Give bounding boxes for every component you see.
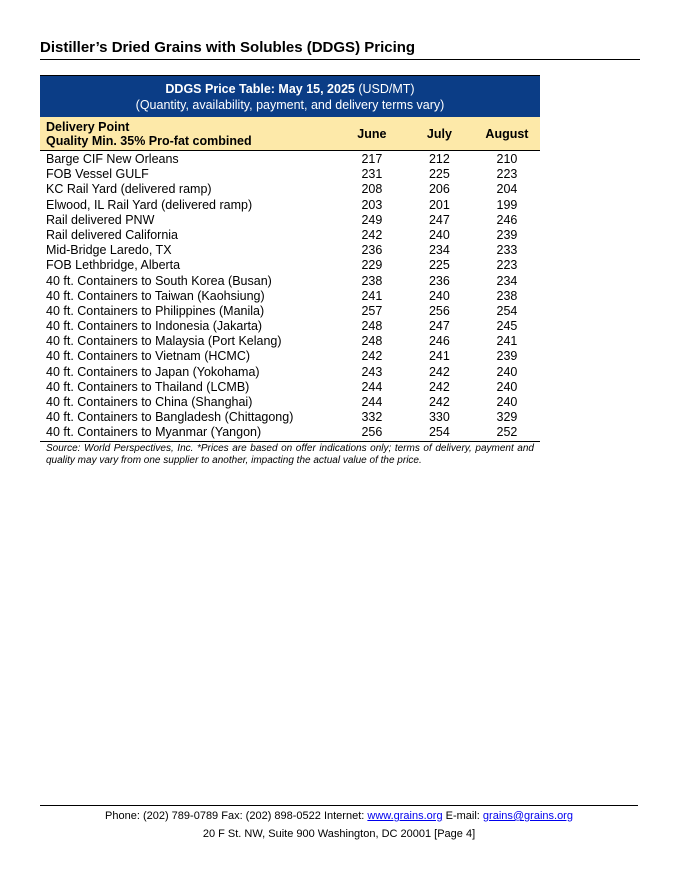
- august-price-cell: 223: [496, 258, 518, 273]
- delivery-point-cell: 40 ft. Containers to Japan (Yokohama): [46, 364, 260, 379]
- delivery-point-cell: 40 ft. Containers to Indonesia (Jakarta): [46, 319, 263, 334]
- table-title: DDGS Price Table: May 15, 2025: [165, 82, 355, 96]
- footer-address: 20 F St. NW, Suite 900 Washington, DC 20001 [Page 4]: [202, 828, 476, 840]
- august-price-cell: 239: [496, 349, 518, 364]
- table-row: [40, 228, 540, 243]
- delivery-point-cell: 40 ft. Containers to Malaysia (Port Kelang): [46, 334, 282, 349]
- june-price-cell: 203: [361, 197, 383, 212]
- july-price-cell: 242: [428, 395, 450, 409]
- june-price-cell: 231: [361, 167, 383, 182]
- july-price-cell: 241: [428, 349, 450, 364]
- june-price-cell: 238: [361, 273, 383, 288]
- july-price-cell: 242: [428, 379, 450, 394]
- footer-contact-line: [40, 810, 638, 823]
- july-price-cell: 254: [428, 425, 450, 440]
- delivery-point-cell: Rail delivered PNW: [46, 212, 155, 227]
- table-row: [40, 395, 540, 410]
- delivery-point-cell: Mid-Bridge Laredo, TX: [46, 243, 172, 258]
- delivery-point-cell: 40 ft. Containers to Vietnam (HCMC): [46, 349, 251, 364]
- july-price-cell: 234: [428, 243, 450, 258]
- table-row: [40, 274, 540, 289]
- july-price-cell: 206: [428, 182, 450, 197]
- table-row: [40, 243, 540, 258]
- table-row: [40, 425, 540, 440]
- month-header-august: August: [485, 126, 529, 141]
- august-price-cell: 199: [496, 197, 518, 212]
- june-price-cell: 229: [361, 258, 383, 273]
- august-price-cell: 240: [496, 364, 518, 379]
- july-price-cell: 225: [428, 167, 450, 182]
- table-row: [40, 167, 540, 182]
- page-title: Distiller’s Dried Grains with Solubles (DDGS) Pricing: [40, 39, 640, 60]
- email-link[interactable]: grains@grains.org: [482, 810, 573, 822]
- july-price-cell: 256: [428, 303, 450, 318]
- june-price-cell: 249: [361, 212, 383, 227]
- table-row: [40, 213, 540, 228]
- delivery-point-cell: FOB Vessel GULF: [46, 167, 149, 182]
- august-price-cell: 329: [496, 410, 518, 425]
- table-row: [40, 304, 540, 319]
- footer-phone: Phone: (202) 789-0789 Fax: (202) 898-0522 Internet:: [105, 810, 368, 822]
- delivery-point-cell: FOB Lethbridge, Alberta: [46, 258, 181, 273]
- table-subtitle: (Quantity, availability, payment, and delivery terms vary): [135, 98, 445, 112]
- delivery-point-cell: 40 ft. Containers to Philippines (Manila): [46, 303, 265, 318]
- august-price-cell: 234: [496, 273, 518, 288]
- delivery-point-cell: Elwood, IL Rail Yard (delivered ramp): [46, 197, 253, 212]
- page-footer: [40, 805, 638, 841]
- delivery-point-cell: Barge CIF New Orleans: [46, 152, 179, 166]
- june-price-cell: 243: [361, 364, 383, 379]
- august-price-cell: 245: [496, 319, 518, 334]
- august-price-cell: 223: [496, 167, 518, 182]
- july-price-cell: 240: [428, 227, 450, 242]
- table-row: [40, 319, 540, 334]
- july-price-cell: 225: [428, 258, 450, 273]
- june-price-cell: 248: [361, 334, 383, 349]
- table-body: [40, 151, 540, 441]
- august-price-cell: 252: [496, 425, 518, 440]
- june-price-cell: 242: [361, 349, 383, 364]
- july-price-cell: 246: [428, 334, 450, 349]
- august-price-cell: 204: [496, 182, 518, 197]
- table-row: [40, 182, 540, 197]
- table-row: [40, 258, 540, 273]
- june-price-cell: 242: [361, 227, 383, 242]
- july-price-cell: 212: [428, 152, 450, 166]
- june-price-cell: 248: [361, 319, 383, 334]
- ddgs-price-table: [40, 75, 540, 468]
- delivery-point-cell: 40 ft. Containers to Taiwan (Kaohsiung): [46, 288, 265, 303]
- july-price-cell: 330: [428, 410, 450, 425]
- table-row: [40, 349, 540, 364]
- july-price-cell: 240: [428, 288, 450, 303]
- month-header-july: July: [426, 126, 452, 141]
- website-link[interactable]: www.grains.org: [367, 810, 443, 822]
- column-header-row: [40, 117, 540, 151]
- quality-label: Quality Min. 35% Pro-fat combined: [46, 133, 252, 148]
- june-price-cell: 244: [361, 395, 383, 409]
- delivery-point-cell: 40 ft. Containers to Myanmar (Yangon): [46, 425, 262, 440]
- delivery-point-header: [40, 120, 339, 148]
- june-price-cell: 208: [361, 182, 383, 197]
- delivery-point-cell: KC Rail Yard (delivered ramp): [46, 182, 212, 197]
- delivery-point-cell: 40 ft. Containers to South Korea (Busan): [46, 273, 272, 288]
- june-price-cell: 256: [361, 425, 383, 440]
- june-price-cell: 332: [361, 410, 383, 425]
- delivery-point-cell: 40 ft. Containers to Bangladesh (Chittagong): [46, 410, 294, 425]
- august-price-cell: 238: [496, 288, 518, 303]
- table-header: [40, 75, 540, 117]
- august-price-cell: 210: [496, 152, 518, 166]
- july-price-cell: 247: [428, 319, 450, 334]
- table-row: [40, 334, 540, 349]
- june-price-cell: 244: [361, 379, 383, 394]
- month-header-june: June: [357, 126, 387, 141]
- table-row: [40, 198, 540, 213]
- july-price-cell: 242: [428, 364, 450, 379]
- august-price-cell: 241: [496, 334, 518, 349]
- source-note: Source: World Perspectives, Inc. *Prices are based on offer indications only; terms of delivery, payment and quality may vary from one supplier to another, impacting the actual value of the price.: [46, 442, 534, 467]
- delivery-point-cell: Rail delivered California: [46, 227, 179, 242]
- june-price-cell: 257: [361, 303, 383, 318]
- july-price-cell: 201: [428, 197, 450, 212]
- august-price-cell: 254: [496, 303, 518, 318]
- table-row: [40, 289, 540, 304]
- june-price-cell: 217: [361, 152, 383, 166]
- delivery-point-label: Delivery Point: [46, 119, 130, 134]
- table-row: [40, 365, 540, 380]
- table-row: [40, 152, 540, 167]
- table-title-units: (USD/MT): [354, 82, 415, 96]
- table-row: [40, 410, 540, 425]
- footer-email-label: E-mail:: [442, 810, 483, 822]
- june-price-cell: 236: [361, 243, 383, 258]
- table-row: [40, 380, 540, 395]
- delivery-point-cell: 40 ft. Containers to Thailand (LCMB): [46, 379, 250, 394]
- july-price-cell: 247: [428, 212, 450, 227]
- august-price-cell: 233: [496, 243, 518, 258]
- delivery-point-cell: 40 ft. Containers to China (Shanghai): [46, 395, 253, 409]
- august-price-cell: 240: [496, 379, 518, 394]
- june-price-cell: 241: [361, 288, 383, 303]
- july-price-cell: 236: [428, 273, 450, 288]
- august-price-cell: 246: [496, 212, 518, 227]
- august-price-cell: 239: [496, 227, 518, 242]
- august-price-cell: 240: [496, 395, 518, 409]
